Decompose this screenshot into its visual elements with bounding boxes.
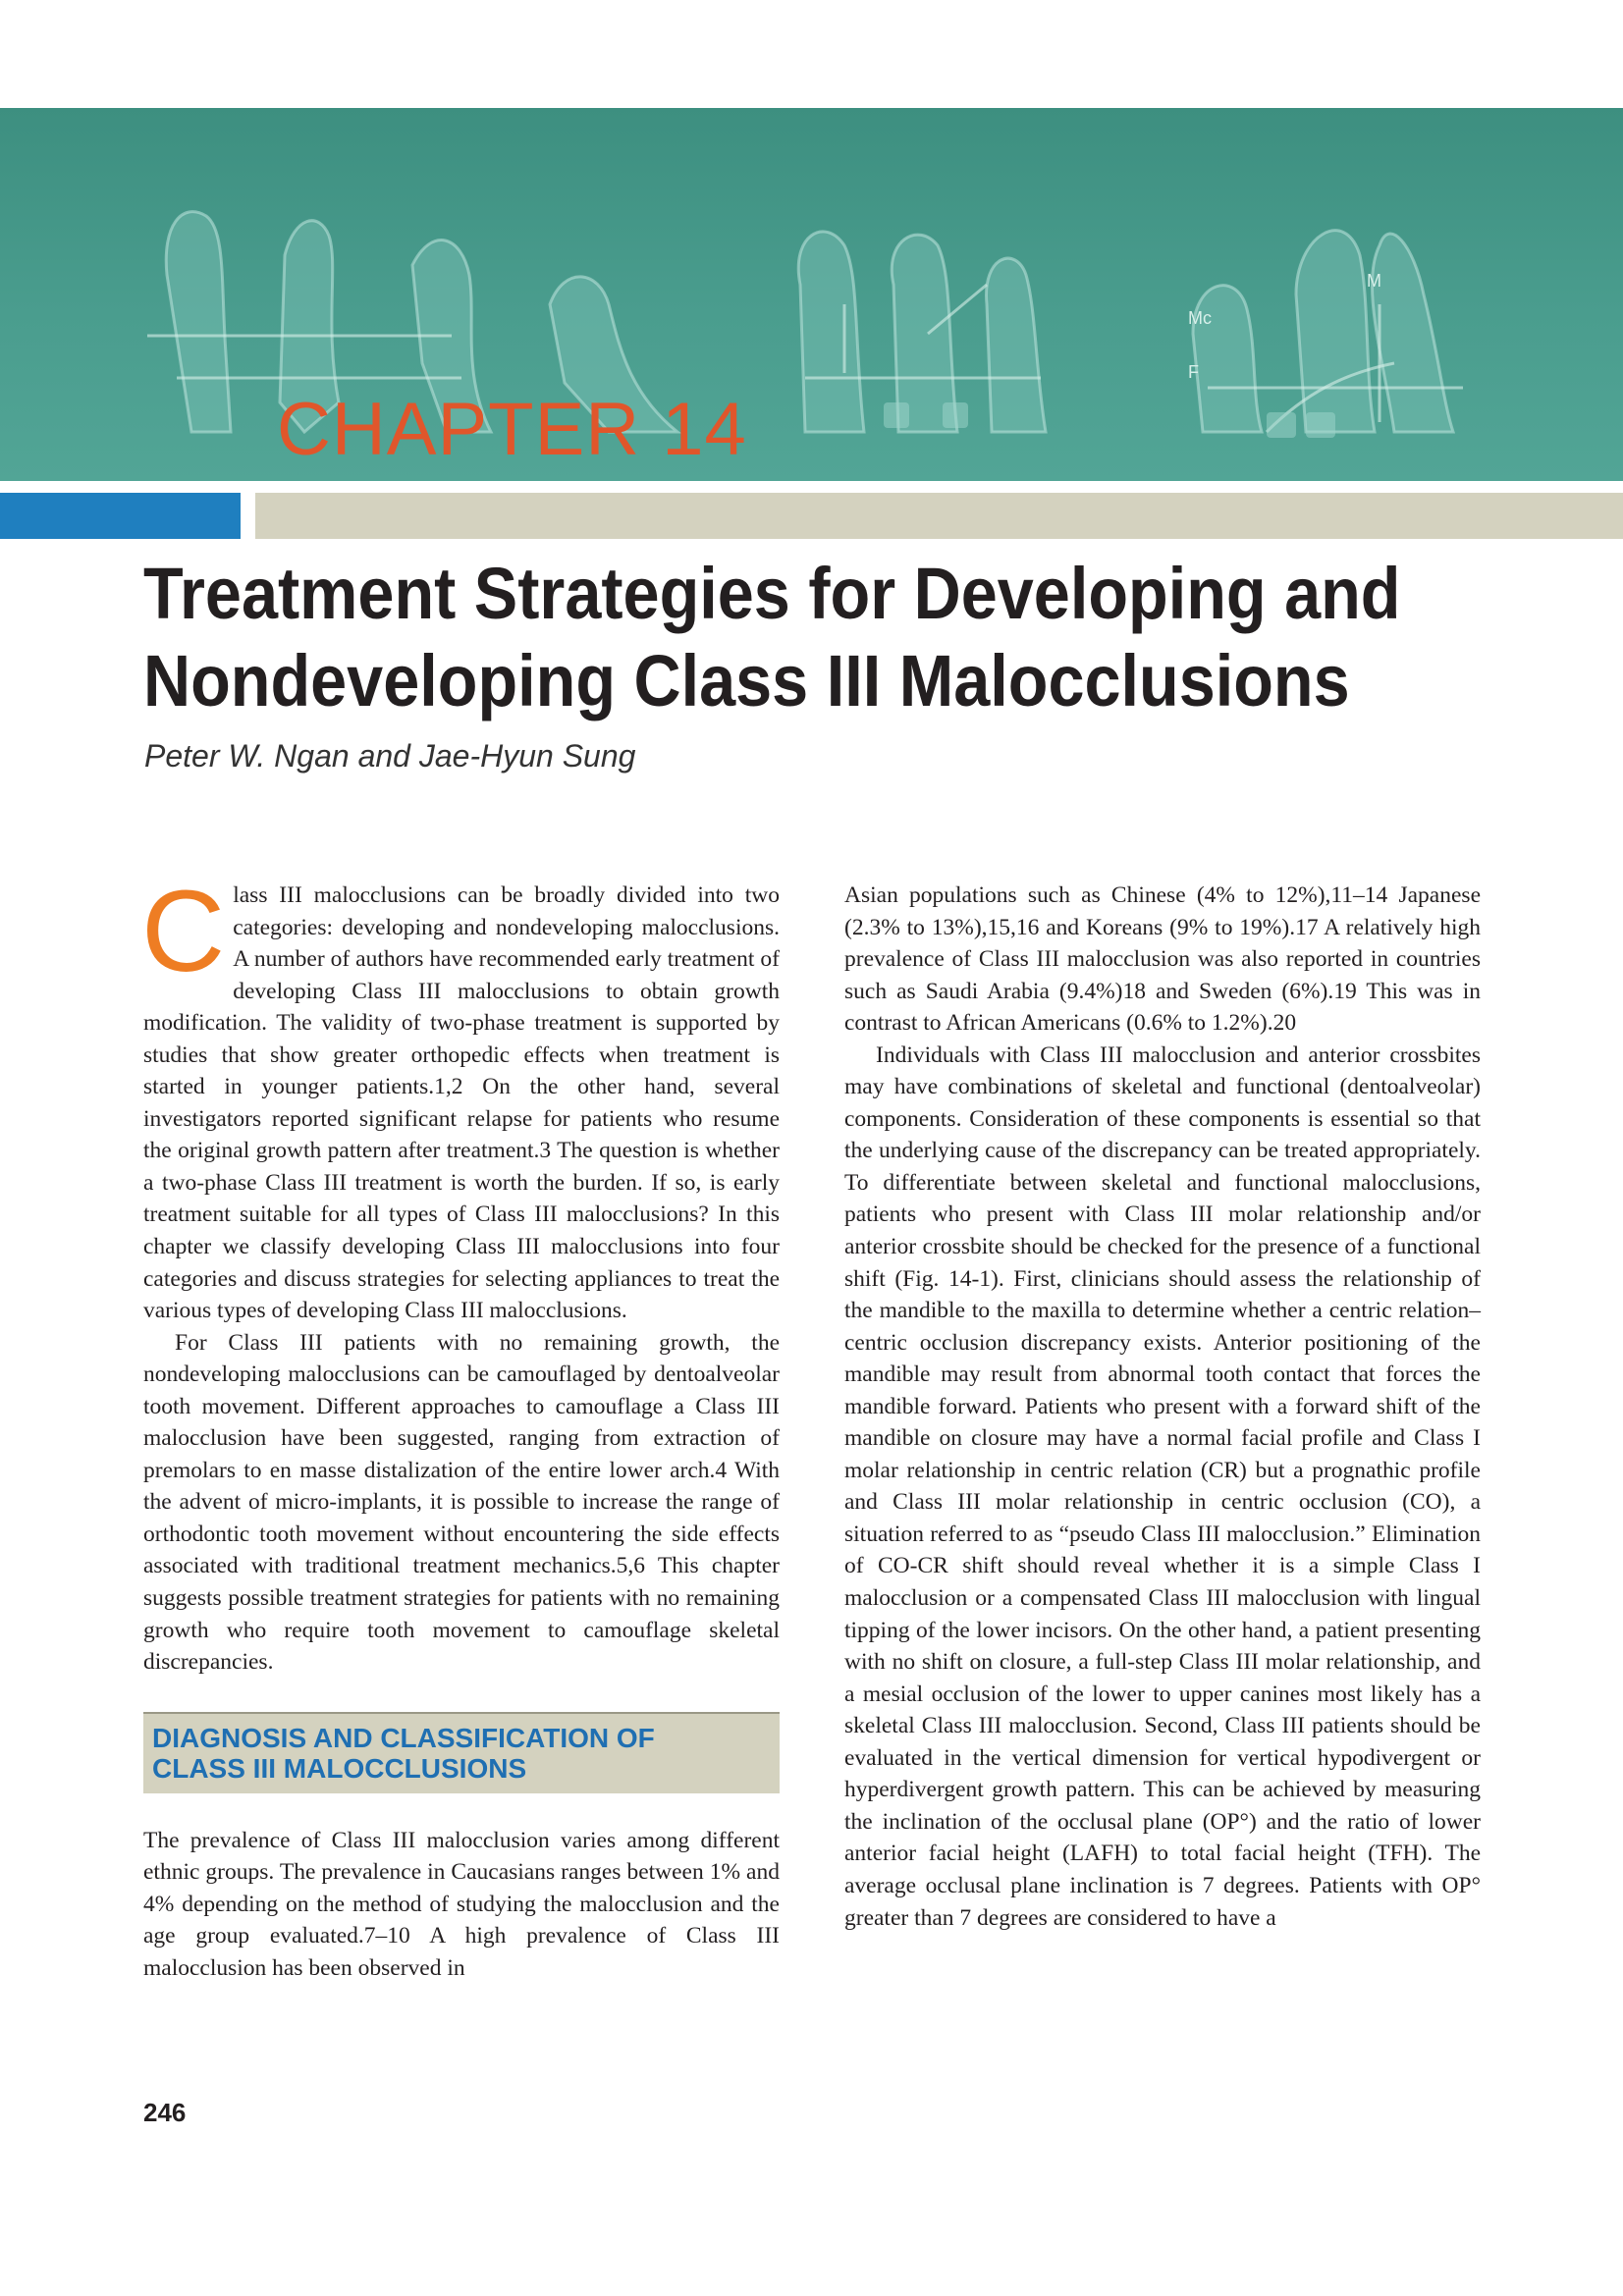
prevalence-paragraph: The prevalence of Class III malocclusion varies among different ethnic groups. The prevalence in Caucasians ranges between 1% and 4% depending on the method of studying the malocclusion and the age group evaluated.7–10 A high prevalence of Class III malocclusion has been observed in [143,1827,780,1981]
banner-illustration [0,108,1623,481]
section-heading [143,1712,780,1793]
chapter-banner [0,108,1623,481]
page-number: 246 [143,2098,187,2127]
chapter-title-line-2: Nondeveloping Class III Malocclusions [143,640,1350,721]
figure-label-m: M [1367,271,1381,291]
chapter-title [143,550,1401,724]
section-heading-line-1: DIAGNOSIS AND CLASSIFICATION OF [152,1722,655,1753]
accent-bar-tan [255,493,1623,539]
left-column [141,867,780,1984]
figure-label-f: F [1188,362,1199,382]
nondeveloping-paragraph: For Class III patients with no remaining growth, the nondeveloping malocclusions can be camouflaged by dentoalveolar tooth movement. Different approaches to camouflage a Class III malocclusion have been suggested, ranging from extraction of premolars to en masse distalization of the entire lower arch.4 With the advent of micro-implants, it is possible to increase the range of orthodontic tooth movement without encountering the side effects associated with traditional treatment mechanics.5,6 This chapter suggests possible treatment strategies for patients with no remaining growth who require tooth movement to camouflage skeletal discrepancies. [143,1329,780,1676]
diagnosis-paragraph: Individuals with Class III malocclusion and anterior crossbites may have combinations of skeletal and functional (dentoalveolar) components. Consideration of these components is essential so that the underlying cause of the discrepancy can be treated appropriately. To differentiate between skeletal and functional malocclusions, patients who present with Class III molar relationship and/or anterior crossbite should be checked for the presence of a functional shift (Fig. 14-1). First, clinicians should assess the relationship of the mandible to the maxilla to determine whether a centric relation–centric occlusion discrepancy exists. Anterior positioning of the mandible may result from abnormal tooth contact that forces the mandible forward. Patients who present with a forward shift of the mandible on closure may have a normal facial profile and Class I molar relationship in centric relation (CR) but a prognathic profile and Class III molar relationship in centric occlusion (CO), a situation referred to as “pseudo Class III malocclusion.” Elimination of CO-CR shift should reveal whether it is a simple Class I malocclusion or a compensated Class III malocclusion with lingual tipping of the lower incisors. On the other hand, a patient presenting with no shift on closure, a full-step Class III molar relationship, and a mesial occlusion of the lower to upper canines most likely has a skeletal Class III malocclusion. Second, Class III patients should be evaluated in the vertical dimension for vertical hypodivergent or hyperdivergent growth pattern. This can be achieved by measuring the inclination of the occlusal plane (OP°) and the ratio of lower anterior facial height (LAFH) to total facial height (TFH). The average occlusal plane inclination is 7 degrees. Patients with OP° greater than 7 degrees are considered to have a [844,1041,1481,1931]
section-heading-line-2: CLASS III MALOCCLUSIONS [152,1752,527,1784]
right-column [844,880,1481,1934]
intro-paragraph [141,867,780,1327]
drop-cap: C [141,867,226,996]
chapter-label: CHAPTER 14 [277,388,747,471]
accent-bar-blue [0,493,241,539]
authors: Peter W. Ngan and Jae-Hyun Sung [144,738,636,774]
intro-paragraph-text: lass III malocclusions can be broadly divided into two categories: developing and nondeveloping malocclusions. A number of authors have recommended early treatment of developing Class III malocclusions to obtain growth modification. The validity of two-phase treatment is supported by studies that show greater orthopedic effects when treatment is started in younger patients.1,2 On the other hand, several investigators reported significant relapse for patients who resume the original growth pattern after treatment.3 The question is whether a two-phase Class III treatment is worth the burden. If so, is early treatment suitable for all types of Class III malocclusions? In this chapter we classify developing Class III malocclusions into four categories and discuss strategies for selecting appliances to treat the various types of developing Class III malocclusions. [143,882,780,1324]
figure-label-mc: Mc [1188,308,1212,328]
chapter-title-line-1: Treatment Strategies for Developing and [143,553,1401,634]
prevalence-continued-paragraph: Asian populations such as Chinese (4% to 12%),11–14 Japanese (2.3% to 13%),15,16 and Koreans (9% to 19%).17 A relatively high prevalence of Class III malocclusion was also reported in countries such as Saudi Arabia (9.4%)18 and Sweden (6%).19 This was in contrast to African Americans (0.6% to 1.2%).20 [844,882,1481,1037]
